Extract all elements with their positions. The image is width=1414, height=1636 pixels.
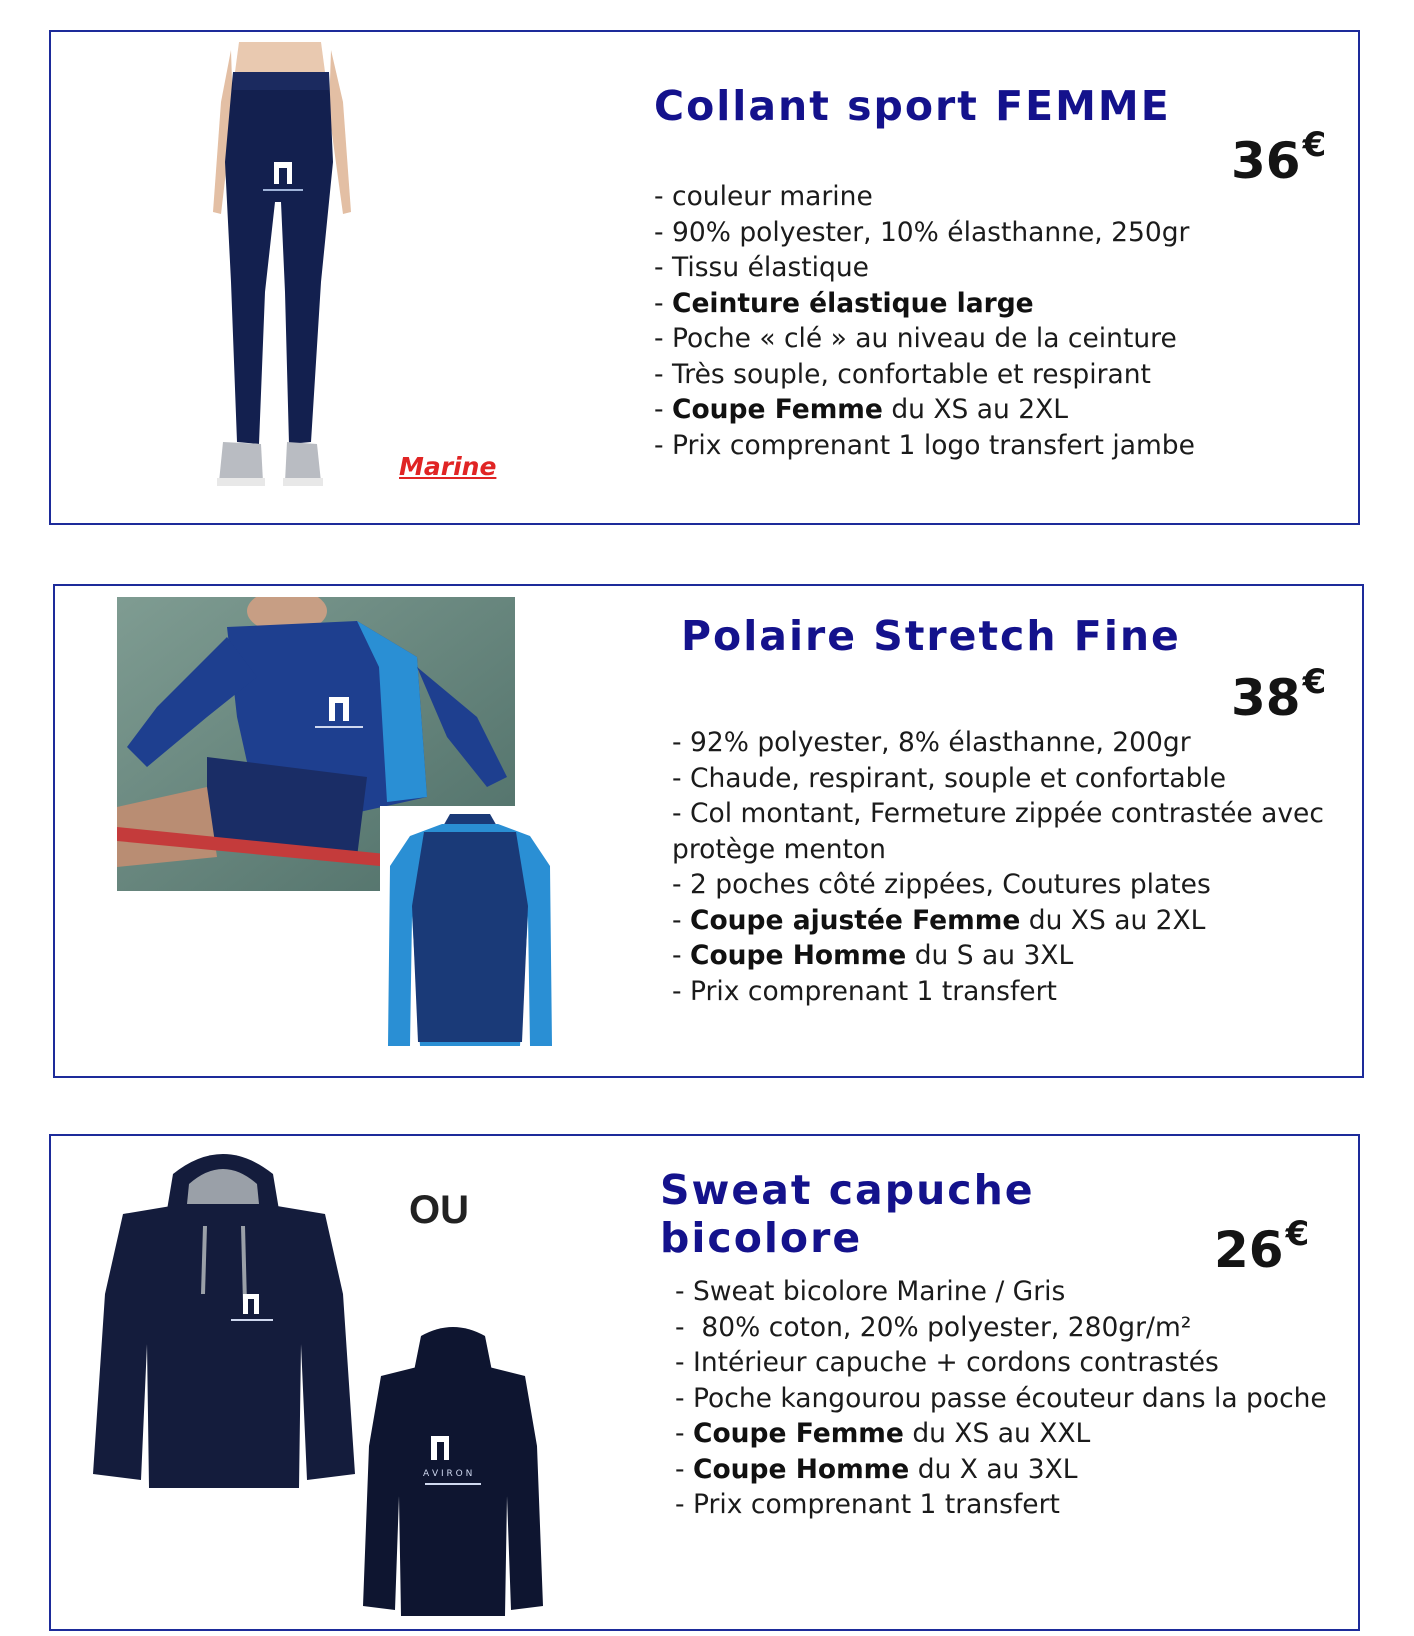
spec-dash: - bbox=[654, 287, 672, 319]
spec-item bbox=[675, 1452, 1327, 1488]
spec-item bbox=[675, 1416, 1327, 1452]
spec-text: Poche « clé » au niveau de la ceinture bbox=[672, 323, 1177, 354]
spec-text: du X au 3XL bbox=[909, 1453, 1078, 1485]
spec-dash: - bbox=[672, 940, 690, 971]
hoodie-back-photo-icon bbox=[361, 1326, 545, 1618]
spec-dash: - bbox=[654, 216, 672, 248]
spec-dash: - bbox=[675, 1276, 693, 1307]
spec-text: Col montant, Fermeture zippée contrastée avec protège menton bbox=[672, 798, 1333, 865]
spec-item bbox=[672, 903, 1352, 939]
spec-item bbox=[675, 1274, 1327, 1310]
product-title-line2: bicolore bbox=[660, 1214, 863, 1262]
hoodie-front-photo-icon bbox=[93, 1144, 355, 1494]
spec-text: du XS au 2XL bbox=[882, 394, 1068, 425]
product-title-line1: Sweat capuche bbox=[660, 1166, 1035, 1214]
currency-symbol: € bbox=[1302, 662, 1327, 702]
spec-dash: - bbox=[672, 798, 690, 829]
spec-text: Poche kangourou passe écouteur dans la poche bbox=[693, 1382, 1327, 1414]
spec-item bbox=[672, 974, 1352, 1010]
spec-dash: - bbox=[672, 869, 690, 900]
currency-symbol: € bbox=[1302, 125, 1327, 165]
spec-item bbox=[654, 428, 1195, 464]
spec-dash: - bbox=[654, 429, 672, 461]
spec-highlight: Coupe Femme bbox=[693, 1418, 904, 1449]
color-label: Marine bbox=[399, 452, 497, 481]
price-amount: 38 bbox=[1231, 669, 1301, 727]
spec-text: Prix comprenant 1 logo transfert jambe bbox=[672, 429, 1195, 461]
spec-dash: - bbox=[675, 1489, 693, 1520]
product-card-polaire bbox=[53, 584, 1364, 1078]
spec-text: Tissu élastique bbox=[672, 252, 869, 283]
spec-dash: - bbox=[672, 975, 690, 1007]
spec-text: Intérieur capuche + cordons contrastés bbox=[693, 1347, 1219, 1378]
spec-list bbox=[654, 179, 1195, 463]
currency-symbol: € bbox=[1285, 1214, 1310, 1254]
spec-dash: - bbox=[675, 1382, 693, 1414]
spec-item bbox=[654, 321, 1195, 357]
price-amount: 36 bbox=[1231, 132, 1301, 190]
product-price bbox=[1231, 654, 1326, 726]
spec-highlight: Coupe Homme bbox=[690, 940, 907, 971]
spec-text: du S au 3XL bbox=[906, 940, 1074, 971]
spec-item bbox=[654, 286, 1195, 322]
spec-dash: - bbox=[654, 323, 672, 354]
spec-dash: - bbox=[672, 762, 690, 794]
spec-item bbox=[672, 796, 1352, 867]
spec-item bbox=[672, 938, 1352, 974]
spec-text: 80% coton, 20% polyester, 280gr/m² bbox=[701, 1311, 1192, 1343]
spec-highlight: Ceinture élastique large bbox=[672, 287, 1034, 319]
product-price bbox=[1214, 1206, 1309, 1278]
spec-dash: - bbox=[654, 358, 672, 390]
spec-highlight: Coupe Femme bbox=[672, 394, 883, 425]
spec-item bbox=[672, 725, 1352, 761]
spec-text: du XS au XXL bbox=[903, 1418, 1091, 1449]
spec-item bbox=[654, 392, 1195, 428]
spec-item bbox=[675, 1345, 1327, 1381]
or-label: OU bbox=[409, 1188, 469, 1232]
spec-item bbox=[654, 179, 1195, 215]
spec-item bbox=[675, 1310, 1327, 1346]
spec-text: Prix comprenant 1 transfert bbox=[693, 1489, 1060, 1520]
spec-text: 90% polyester, 10% élasthanne, 250gr bbox=[672, 216, 1190, 248]
spec-list bbox=[675, 1274, 1327, 1523]
spec-dash: - bbox=[654, 181, 672, 212]
spec-item bbox=[675, 1381, 1327, 1417]
spec-text: couleur marine bbox=[672, 181, 873, 212]
spec-item bbox=[654, 215, 1195, 251]
spec-text: Très souple, confortable et respirant bbox=[672, 358, 1151, 390]
product-price bbox=[1231, 117, 1326, 189]
spec-highlight: Coupe Homme bbox=[693, 1453, 910, 1485]
spec-text: 2 poches côté zippées, Coutures plates bbox=[690, 869, 1211, 900]
spec-item bbox=[675, 1487, 1327, 1523]
spec-dash: - bbox=[675, 1418, 693, 1449]
spec-dash: - bbox=[675, 1311, 702, 1343]
product-card-sweat bbox=[49, 1134, 1360, 1631]
spec-item bbox=[654, 250, 1195, 286]
svg-text:A V I R O N: A V I R O N bbox=[423, 1469, 473, 1479]
spec-dash: - bbox=[654, 252, 672, 283]
spec-list bbox=[672, 725, 1352, 1009]
product-title bbox=[660, 1166, 1035, 1262]
fleece-back-photo-icon bbox=[380, 806, 560, 1050]
spec-text: 92% polyester, 8% élasthanne, 200gr bbox=[690, 727, 1191, 758]
spec-item bbox=[654, 357, 1195, 393]
price-amount: 26 bbox=[1214, 1221, 1284, 1279]
spec-dash: - bbox=[672, 727, 690, 758]
product-title: Polaire Stretch Fine bbox=[681, 612, 1181, 660]
product-title: Collant sport FEMME bbox=[654, 82, 1171, 130]
spec-text: Sweat bicolore Marine / Gris bbox=[693, 1276, 1066, 1307]
spec-text: Chaude, respirant, souple et confortable bbox=[690, 762, 1227, 794]
spec-dash: - bbox=[675, 1453, 693, 1485]
spec-dash: - bbox=[654, 394, 672, 425]
spec-dash: - bbox=[675, 1347, 693, 1378]
spec-item bbox=[672, 761, 1352, 797]
leggings-photo-icon bbox=[161, 42, 371, 494]
spec-highlight: Coupe ajustée Femme bbox=[690, 904, 1021, 936]
spec-text: Prix comprenant 1 transfert bbox=[690, 975, 1057, 1007]
spec-dash: - bbox=[672, 904, 690, 936]
spec-text: du XS au 2XL bbox=[1020, 904, 1206, 936]
product-card-collant bbox=[49, 30, 1360, 525]
spec-item bbox=[672, 867, 1352, 903]
